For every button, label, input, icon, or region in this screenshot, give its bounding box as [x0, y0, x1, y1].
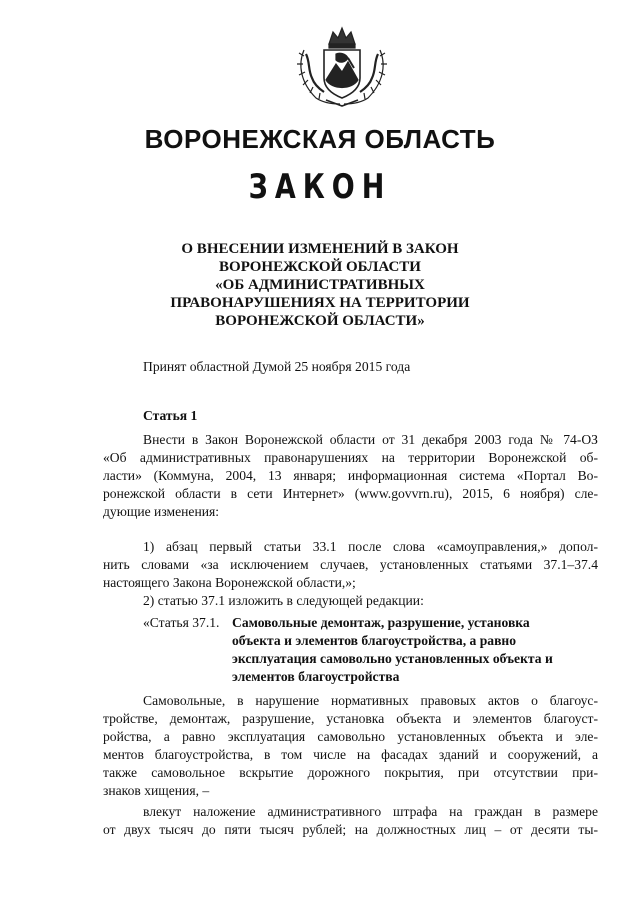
paragraph-line: 2) статью 37.1 изложить в следующей редакции:: [143, 593, 424, 608]
article-heading: Статья 1: [143, 408, 198, 423]
voronezh-coat-of-arms-icon: [296, 24, 388, 108]
paragraph-line: ласти» (Коммуна, 2004, 13 января; информационная система «Портал Во-: [103, 468, 598, 483]
paragraph-line: «Об административных правонарушениях на территории Воронежской об-: [103, 450, 598, 465]
paragraph-line: Самовольные, в нарушение нормативных правовых актов о благоус-: [143, 693, 598, 708]
title-line: О ВНЕСЕНИИ ИЗМЕНЕНИЙ В ЗАКОН: [181, 241, 459, 257]
paragraph-line: Внести в Закон Воронежской области от 31 декабря 2003 года № 74-ОЗ: [143, 432, 598, 447]
paragraph-line: тройстве, демонтаж, разрушение, установка объекта и элементов благоуст-: [103, 711, 598, 726]
new-article-title-line: Самовольные демонтаж, разрушение, установка: [232, 615, 530, 630]
paragraph-line: настоящего Закона Воронежской области,»;: [103, 575, 356, 590]
paragraph-line: ментов благоустройства, в том числе на фасадах зданий и сооружений, а: [103, 747, 598, 762]
new-article-prefix: «Статья 37.1.: [143, 615, 220, 630]
title-line: ВОРОНЕЖСКОЙ ОБЛАСТИ»: [215, 313, 425, 329]
paragraph-line: ронежской области в сети Интернет» (www.govvrn.ru), 2015, 6 ноября) сле-: [103, 486, 598, 501]
paragraph-line: дующие изменения:: [103, 504, 220, 519]
adoption-date: Принят областной Думой 25 ноября 2015 года: [143, 359, 411, 374]
paragraph-line: от двух тысяч до пяти тысяч рублей; на должностных лиц – от десяти ты-: [103, 822, 598, 837]
paragraph-line: влекут наложение административного штрафа на граждан в размере: [143, 804, 598, 819]
paragraph-line: 1) абзац первый статьи 33.1 после слова «самоуправления,» допол-: [143, 539, 598, 554]
paragraph-line: знаков хищения, –: [103, 783, 210, 798]
new-article-title-line: элементов благоустройства: [232, 669, 400, 684]
paragraph-line: нить словами «за исключением случаев, установленных статьями 37.1–37.4: [103, 557, 598, 572]
law-title: [150, 240, 490, 330]
new-article-title-line: объекта и элементов благоустройства, а равно: [232, 633, 517, 648]
title-line: ПРАВОНАРУШЕНИЯХ НА ТЕРРИТОРИИ: [170, 295, 470, 311]
region-name: ВОРОНЕЖСКАЯ ОБЛАСТЬ: [144, 124, 496, 154]
paragraph-line: ройства, а равно эксплуатация самовольно установленных объекта и эле-: [103, 729, 598, 744]
title-line: «ОБ АДМИНИСТРАТИВНЫХ: [215, 277, 425, 293]
new-article-title-line: эксплуатация самовольно установленных объекта и: [232, 651, 553, 666]
document-type: ЗАКОН: [248, 168, 392, 207]
paragraph-line: также самовольное вскрытие дорожного покрытия, при отсутствии при-: [103, 765, 598, 780]
title-line: ВОРОНЕЖСКОЙ ОБЛАСТИ: [219, 259, 421, 275]
